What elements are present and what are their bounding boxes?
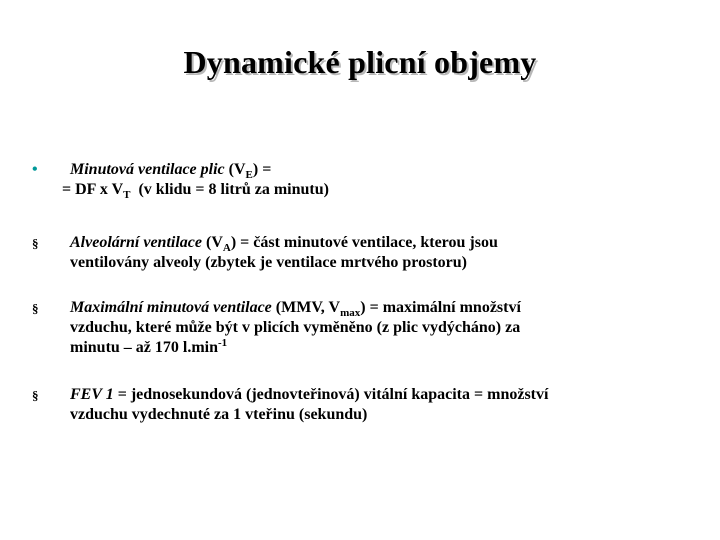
- item-line-1: [70, 233, 498, 253]
- item-line-3: [70, 338, 521, 358]
- bullet-dot-icon: •: [32, 161, 38, 178]
- item-line-1: [70, 298, 521, 318]
- text-fragment: (MMV, V: [271, 299, 341, 316]
- text-fragment: (V: [201, 234, 223, 251]
- item-term: Minutová ventilace plic: [70, 161, 225, 178]
- list-item-max-minute-ventilation: [32, 298, 692, 362]
- item-line-2: vzduchu vydechnuté za 1 vteřinu (sekundu): [70, 406, 368, 423]
- text-fragment: (v klidu = 8 litrů za minutu): [130, 181, 329, 198]
- text-fragment: = jednosekundová (jednovteřinová) vitální kapacita = množství: [113, 386, 549, 403]
- text-fragment: minutu – až 170 l.min: [70, 339, 219, 356]
- subscript: T: [123, 189, 131, 201]
- item-text: [70, 298, 521, 358]
- item-line-2: vzduchu, které může být v plicích vyměněno (z plic vydýcháno) za: [70, 319, 521, 336]
- bullet-section-icon: §: [32, 236, 39, 251]
- list-item-alveolar-ventilation: [32, 233, 692, 277]
- list-item-minute-ventilation: [32, 160, 692, 204]
- item-term: FEV 1: [70, 386, 114, 403]
- bullet-section-icon: §: [32, 301, 39, 316]
- text-fragment: ) = část minutové ventilace, kterou jsou: [230, 234, 498, 251]
- item-term: Maximální minutová ventilace: [70, 299, 272, 316]
- text-fragment: ) = maximální množství: [360, 299, 521, 316]
- text-fragment: ) =: [252, 161, 272, 178]
- subscript: E: [245, 169, 253, 181]
- item-term: Alveolární ventilace: [70, 234, 202, 251]
- item-line-2: ventilovány alveoly (zbytek je ventilace mrtvého prostoru): [70, 254, 467, 271]
- superscript: -1: [218, 337, 228, 349]
- item-line-1: [70, 160, 329, 180]
- bullet-section-icon: §: [32, 388, 39, 403]
- item-line-1: [70, 385, 548, 405]
- item-text: [62, 160, 329, 201]
- text-fragment: = DF x V: [62, 181, 124, 198]
- slide-title: Dynamické plicní objemy: [183, 44, 537, 80]
- list-item-fev1: [32, 385, 692, 429]
- subscript: max: [340, 307, 361, 319]
- item-text: [70, 233, 498, 273]
- text-fragment: (V: [224, 161, 246, 178]
- item-line-2: [62, 180, 329, 200]
- item-text: [70, 385, 548, 425]
- subscript: A: [222, 242, 231, 254]
